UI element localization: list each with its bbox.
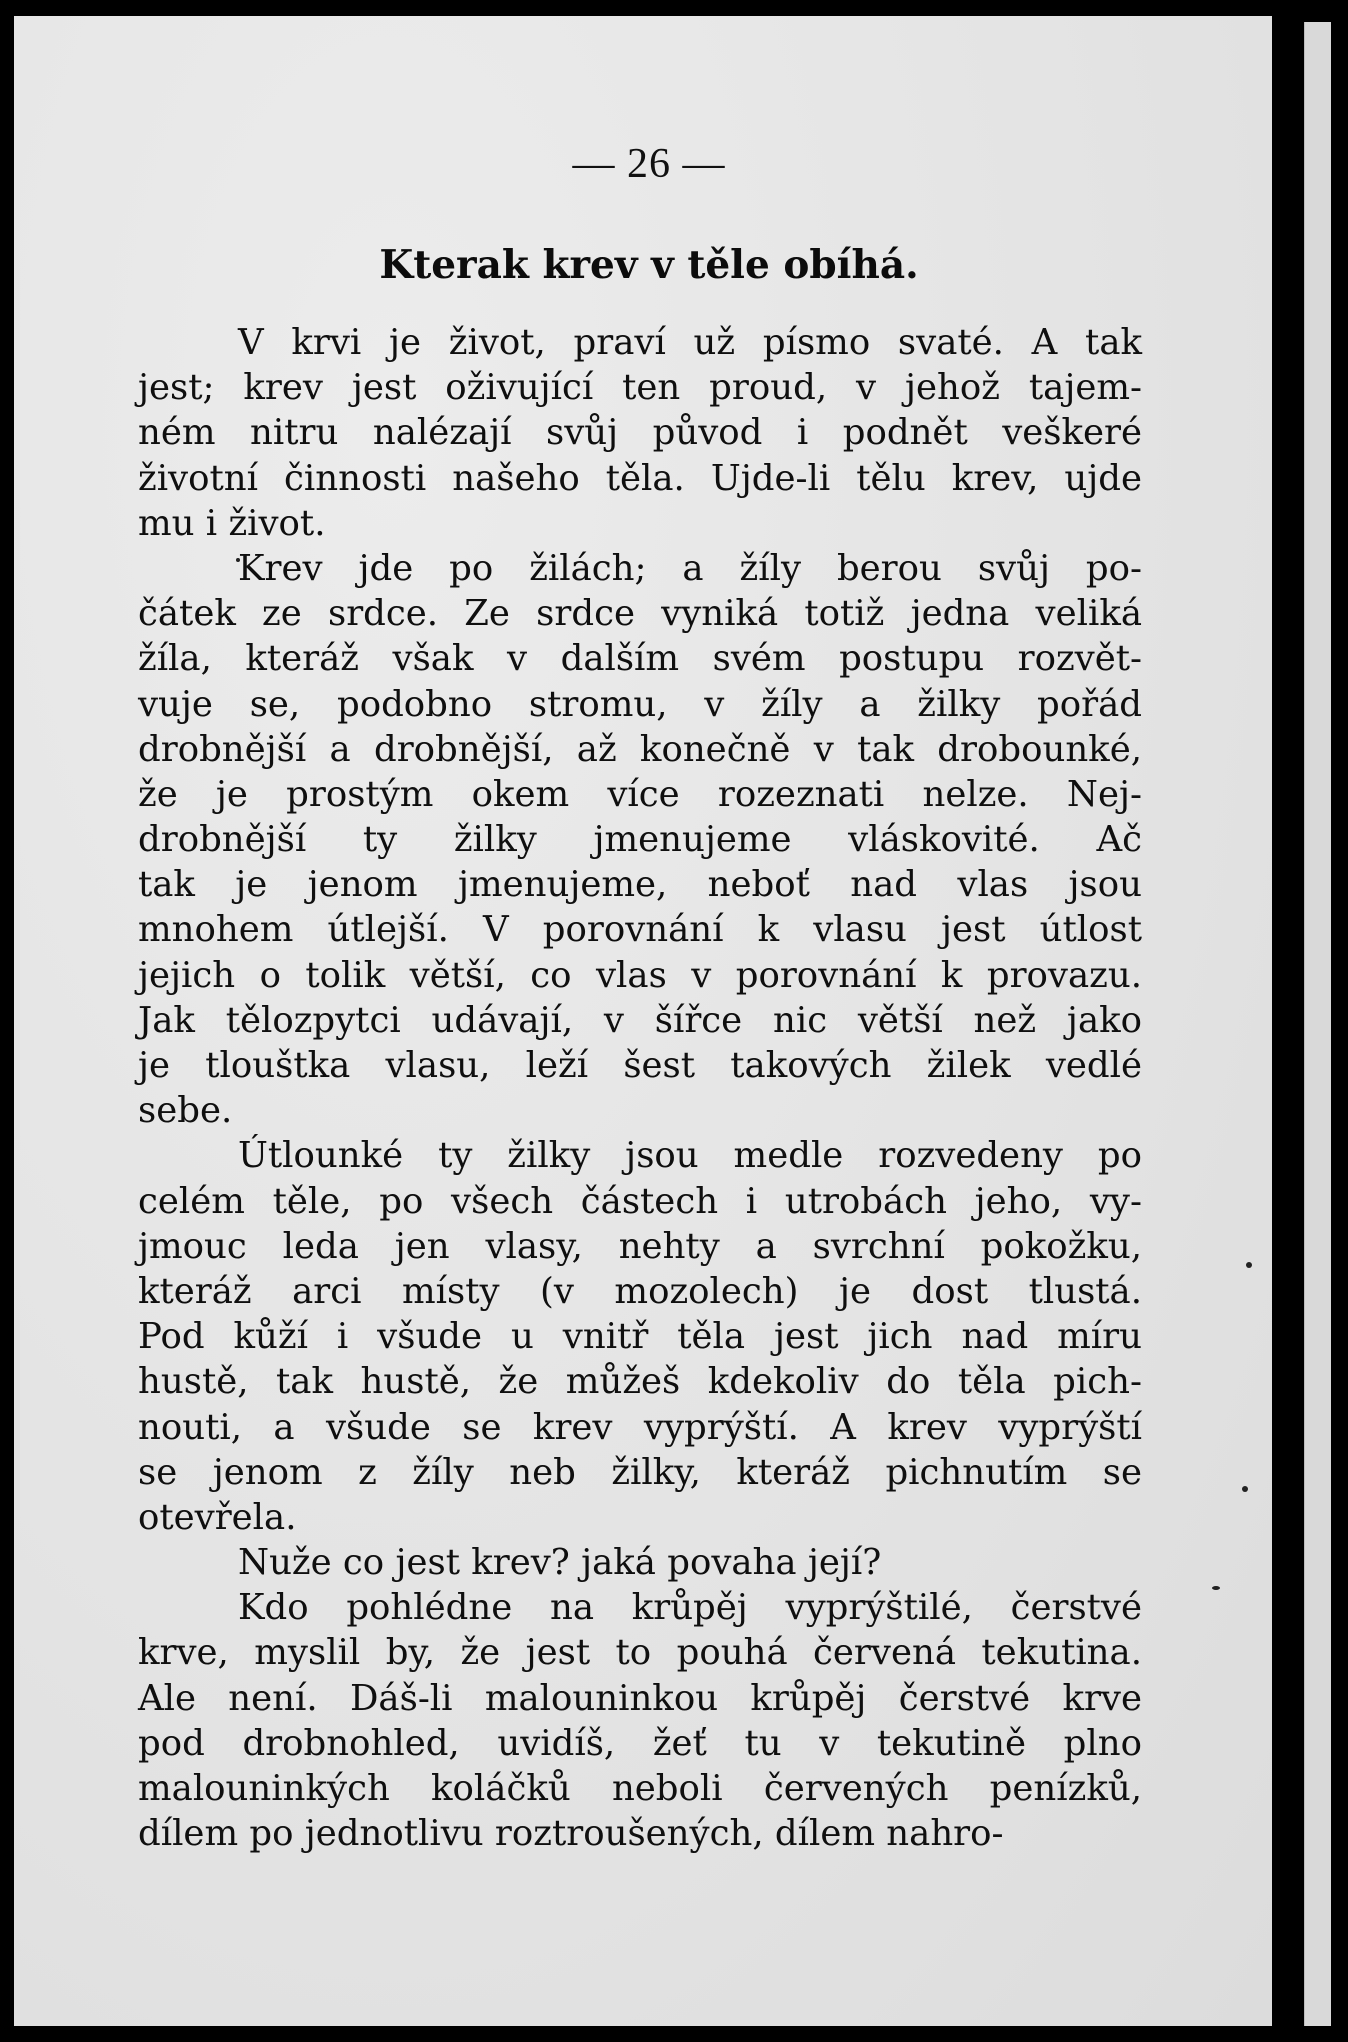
text-line: V krvi je život, praví už písmo svaté. A tak bbox=[238, 322, 1142, 363]
text-line: malouninkých koláčků neboli červených penízků, bbox=[138, 1768, 1142, 1809]
page-number: — 26 — bbox=[572, 141, 726, 187]
text-line: otevřela. bbox=[138, 1496, 297, 1538]
text-line: jmouc leda jen vlasy, nehty a svrchní pokožku, bbox=[138, 1225, 1142, 1267]
text-line: jest; krev jest oživující ten proud, v jehož tajem- bbox=[138, 367, 1142, 409]
text-line: je tlouštka vlasu, leží šest takových žilek vedlé bbox=[138, 1045, 1142, 1086]
chapter-title: Kterak krev v těle obíhá. bbox=[379, 242, 919, 288]
text-line: nouti, a všude se krev vyprýští. A krev vyprýští bbox=[138, 1406, 1142, 1448]
text-line: žíla, kteráž však v dalším svém postupu rozvět- bbox=[138, 638, 1142, 680]
text-line: kteráž arci místy (v mozolech) je dost tlustá. bbox=[138, 1270, 1142, 1312]
ink-speck bbox=[1246, 1262, 1252, 1268]
paragraph bbox=[138, 320, 1142, 546]
text-line: Jak tělozpytci udávají, v šířce nic větší než jako bbox=[138, 999, 1142, 1041]
text-line: sebe. bbox=[138, 1090, 233, 1132]
text-line: že je prostým okem více rozeznati nelze. Nej- bbox=[138, 773, 1142, 815]
text-line: hustě, tak hustě, že můžeš kdekoliv do těla pich- bbox=[138, 1361, 1142, 1403]
text-line: vuje se, podobno stromu, v žíly a žilky pořád bbox=[138, 683, 1142, 725]
text-line: Krev jde po žilách; a žíly berou svůj po- bbox=[238, 547, 1142, 589]
paragraph bbox=[138, 1133, 1142, 1540]
paragraph bbox=[138, 546, 1142, 1133]
body-text bbox=[138, 320, 1142, 1856]
text-line: pod drobnohled, uvidíš, žeť tu v tekutině plno bbox=[138, 1722, 1142, 1764]
text-line: se jenom z žíly neb žilky, kteráž pichnutím se bbox=[138, 1451, 1142, 1493]
text-line: životní činnosti našeho těla. Ujde-li tělu krev, ujde bbox=[138, 457, 1142, 499]
text-line: drobnější a drobnější, až konečně v tak drobounké, bbox=[138, 728, 1142, 770]
paragraph bbox=[138, 1585, 1142, 1856]
ink-speck bbox=[1242, 1486, 1248, 1492]
text-line: čátek ze srdce. Ze srdce vyniká totiž jedna veliká bbox=[138, 593, 1142, 635]
text-line: mu i život. bbox=[138, 502, 326, 544]
text-line: Pod kůží i všude u vnitř těla jest jich nad míru bbox=[138, 1316, 1142, 1358]
text-line: jejich o tolik větší, co vlas v porovnání k provazu. bbox=[138, 954, 1142, 996]
text-line: Nuže co jest krev? jaká povaha její? bbox=[238, 1542, 882, 1584]
text-line: Kdo pohlédne na krůpěj vyprýštilé, čerstvé bbox=[238, 1587, 1142, 1629]
text-line: drobnější ty žilky jmenujeme vláskovité. Ač bbox=[138, 819, 1142, 861]
text-line: mnohem útlejší. V porovnání k vlasu jest útlost bbox=[138, 909, 1142, 951]
ink-speck bbox=[1212, 1586, 1220, 1590]
next-page-edge bbox=[1304, 22, 1331, 2026]
paragraph bbox=[138, 1540, 1142, 1585]
text-line: celém těle, po všech částech i utrobách jeho, vy- bbox=[138, 1180, 1142, 1222]
text-line: krve, myslil by, že jest to pouhá červená tekutina. bbox=[138, 1632, 1142, 1674]
text-line: dílem po jednotlivu roztroušených, dílem nahro- bbox=[138, 1813, 1004, 1855]
text-line: Útlounké ty žilky jsou medle rozvedeny po bbox=[238, 1135, 1142, 1177]
text-line: tak je jenom jmenujeme, neboť nad vlas jsou bbox=[138, 864, 1142, 906]
text-line: ném nitru nalézají svůj původ i podnět veškeré bbox=[138, 412, 1142, 454]
text-line: Ale není. Dáš-li malouninkou krůpěj čerstvé krve bbox=[138, 1677, 1142, 1719]
